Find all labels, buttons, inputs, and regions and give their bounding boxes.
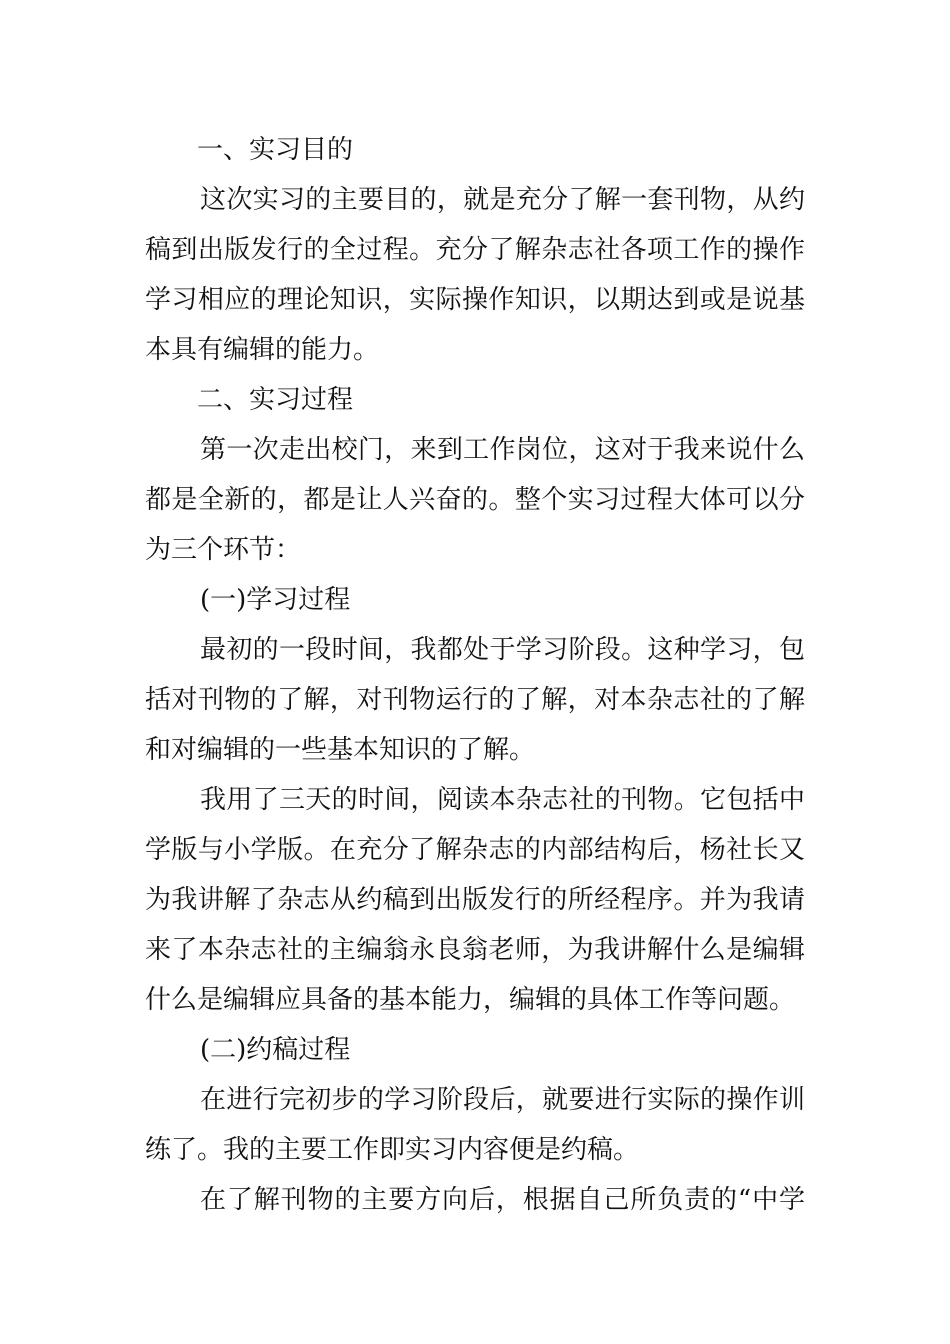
paragraph-line: 本具有编辑的能力。: [145, 335, 380, 365]
paragraph-line: 我用了三天的时间，阅读本杂志社的刊物。它包括中: [200, 785, 805, 815]
document-body: [145, 125, 805, 1225]
section-heading-process: 二、实习过程: [197, 385, 354, 415]
paragraph-line: 什么是编辑应具备的基本能力，编辑的具体工作等问题。: [145, 985, 796, 1015]
paragraph-line: 稿到出版发行的全过程。充分了解杂志社各项工作的操作: [145, 235, 805, 265]
paragraph-line: 练了。我的主要工作即实习内容便是约稿。: [145, 1135, 640, 1165]
subsection-heading-solicitation: (二)约稿过程: [200, 1035, 351, 1065]
paragraph-line: 学版与小学版。在充分了解杂志的内部结构后，杨社长又: [145, 835, 805, 865]
paragraph-line: 都是全新的，都是让人兴奋的。整个实习过程大体可以分: [145, 485, 805, 515]
subsection-heading-learning: (一)学习过程: [200, 585, 351, 615]
section-heading-purpose: 一、实习目的: [197, 135, 354, 165]
paragraph-line: 和对编辑的一些基本知识的了解。: [145, 735, 536, 765]
paragraph-line: 来了本杂志社的主编翁永良翁老师，为我讲解什么是编辑: [145, 935, 805, 965]
paragraph-line: 为我讲解了杂志从约稿到出版发行的所经程序。并为我请: [145, 885, 805, 915]
paragraph-line: 在了解刊物的主要方向后，根据自己所负责的“中学: [200, 1185, 805, 1215]
paragraph-line: 这次实习的主要目的，就是充分了解一套刊物，从约: [200, 185, 805, 215]
paragraph-line: 学习相应的理论知识，实际操作知识，以期达到或是说基: [145, 285, 805, 315]
paragraph-line: 最初的一段时间，我都处于学习阶段。这种学习，包: [200, 635, 805, 665]
paragraph-line: 括对刊物的了解，对刊物运行的了解，对本杂志社的了解: [145, 685, 805, 715]
paragraph-line: 在进行完初步的学习阶段后，就要进行实际的操作训: [200, 1085, 805, 1115]
paragraph-line: 为三个环节：: [145, 535, 302, 565]
paragraph-line: 第一次走出校门，来到工作岗位，这对于我来说什么: [200, 435, 805, 465]
